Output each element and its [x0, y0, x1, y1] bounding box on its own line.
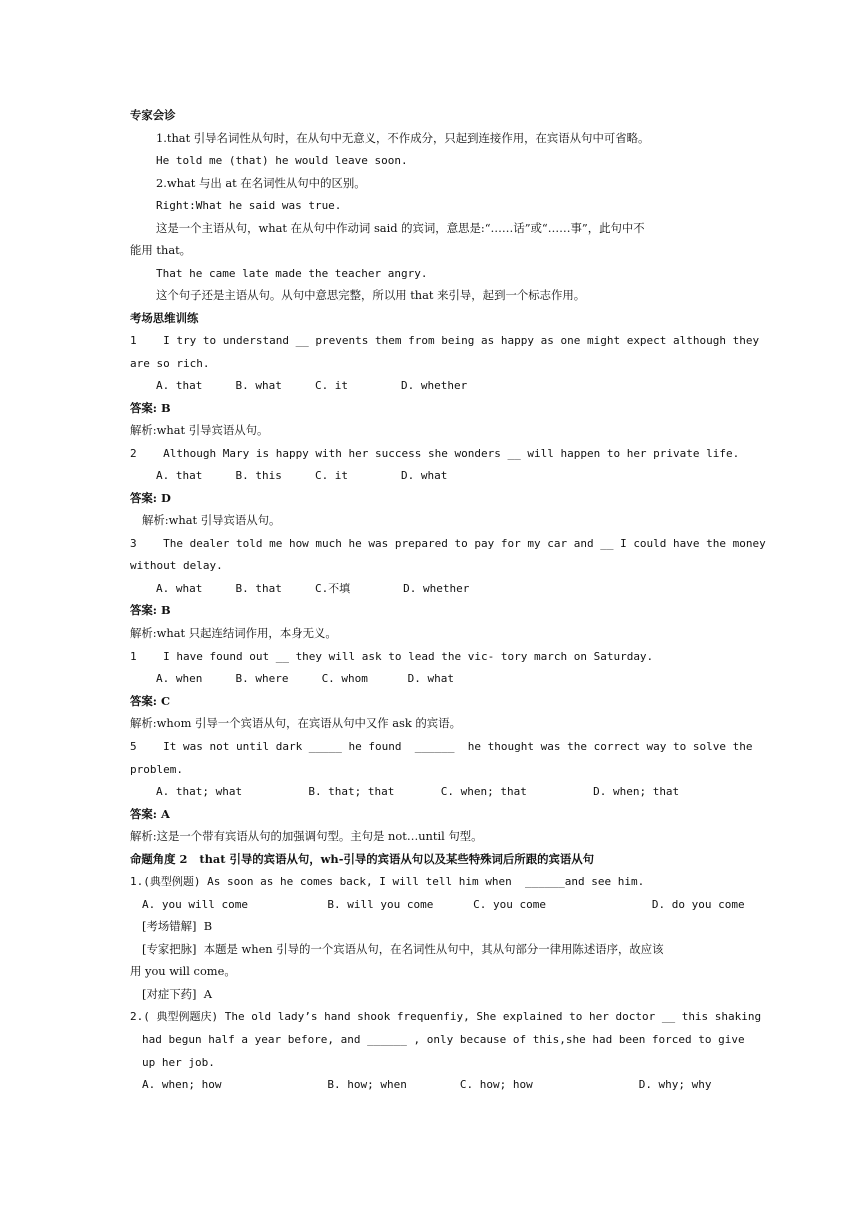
- question-1-line-1: 1 I try to understand __ prevents them from being as happy as one might expect although they: [130, 334, 760, 347]
- expert-explanation-2: 这个句子还是主语从句。从句中意思完整，所以用 that 来引导，起到一个标志作用。: [156, 288, 586, 302]
- question-5-line-1: 5 It was not until dark _____ he found ______ he thought was the correct way to solve the: [130, 740, 753, 753]
- question-5-options: A. that; what B. that; that C. when; that D. when; that: [156, 785, 680, 798]
- question-5-answer: 答案: A: [130, 807, 170, 821]
- question-5-explanation: 解析:这是一个带有宾语从句的加强调句型。主句是 not…until 句型。: [130, 829, 483, 843]
- question-1-explanation: 解析:what 引导宾语从句。: [130, 423, 269, 437]
- expert-example-2: Right:What he said was true.: [156, 199, 342, 212]
- question-1-answer: 答案: B: [130, 401, 171, 415]
- question-2-answer: 答案: D: [130, 491, 171, 505]
- question-4-answer: 答案: C: [130, 694, 171, 708]
- typical-example-1-correct-answer: [对症下药] A: [142, 987, 212, 1001]
- expert-explanation-1b: 能用 that。: [130, 243, 192, 257]
- question-3-answer: 答案: B: [130, 603, 171, 617]
- question-2-options: A. that B. this C. it D. what: [156, 469, 448, 482]
- question-4: 1 I have found out __ they will ask to lead the vic- tory march on Saturday.: [130, 650, 654, 663]
- expert-example-1: He told me (that) he would leave soon.: [156, 154, 408, 167]
- expert-example-3: That he came late made the teacher angry.: [156, 267, 428, 280]
- typical-example-1: 1.(典型例题) As soon as he comes back, I will tell him when ______and see him.: [130, 875, 645, 888]
- typical-example-2-line-2: had begun half a year before, and ______ , only because of this,she had been forced to give: [142, 1033, 745, 1046]
- question-3-explanation: 解析:what 只起连结词作用，本身无义。: [130, 626, 337, 640]
- typical-example-2-line-1: 2.( 典型例题庆) The old lady’s hand shook frequenfiy, She explained to her doctor __ this shaking: [130, 1010, 762, 1023]
- typical-example-1-wrong-answer: [考场错解] B: [142, 919, 213, 933]
- typical-example-1-analysis-a: [专家把脉] 本题是 when 引导的一个宾语从句，在名词性从句中，其从句部分一律用陈述语序，故应该: [142, 942, 664, 956]
- question-5-line-2: problem.: [130, 763, 183, 776]
- typical-example-2-line-3: up her job.: [142, 1056, 215, 1069]
- expert-explanation-1a: 这是一个主语从句，what 在从句中作动词 said 的宾词，意思是:“……话”或“……事”，此句中不: [156, 221, 645, 235]
- question-3-line-1: 3 The dealer told me how much he was prepared to pay for my car and __ I could have the money: [130, 537, 766, 550]
- heading-expert-consultation: 专家会诊: [130, 108, 176, 122]
- question-4-explanation: 解析:whom 引导一个宾语从句，在宾语从句中又作 ask 的宾语。: [130, 716, 461, 730]
- question-1-line-2: are so rich.: [130, 357, 210, 370]
- heading-proposition-angle-2: 命题角度 2 that 引导的宾语从句，wh-引导的宾语从句以及某些特殊词后所跟的宾语从句: [130, 852, 595, 866]
- question-3-options: A. what B. that C.不填 D. whether: [156, 582, 470, 595]
- question-1-options: A. that B. what C. it D. whether: [156, 379, 468, 392]
- question-4-options: A. when B. where C. whom D. what: [156, 672, 455, 685]
- question-2-explanation: 解析:what 引导宾语从句。: [142, 513, 281, 527]
- typical-example-1-analysis-b: 用 you will come。: [130, 964, 236, 978]
- question-3-line-2: without delay.: [130, 559, 223, 572]
- expert-point-2: 2.what 与出 at 在名词性从句中的区别。: [156, 176, 366, 190]
- expert-point-1: 1.that 引导名词性从句时，在从句中无意义，不作成分，只起到连接作用，在宾语从句中可省略。: [156, 131, 650, 145]
- typical-example-1-options: A. you will come B. will you come C. you come D. do you come: [142, 898, 745, 911]
- typical-example-2-options: A. when; how B. how; when C. how; how D. why; why: [142, 1078, 712, 1091]
- question-2: 2 Although Mary is happy with her success she wonders __ will happen to her private life.: [130, 447, 740, 460]
- heading-exam-training: 考场思维训练: [130, 311, 199, 325]
